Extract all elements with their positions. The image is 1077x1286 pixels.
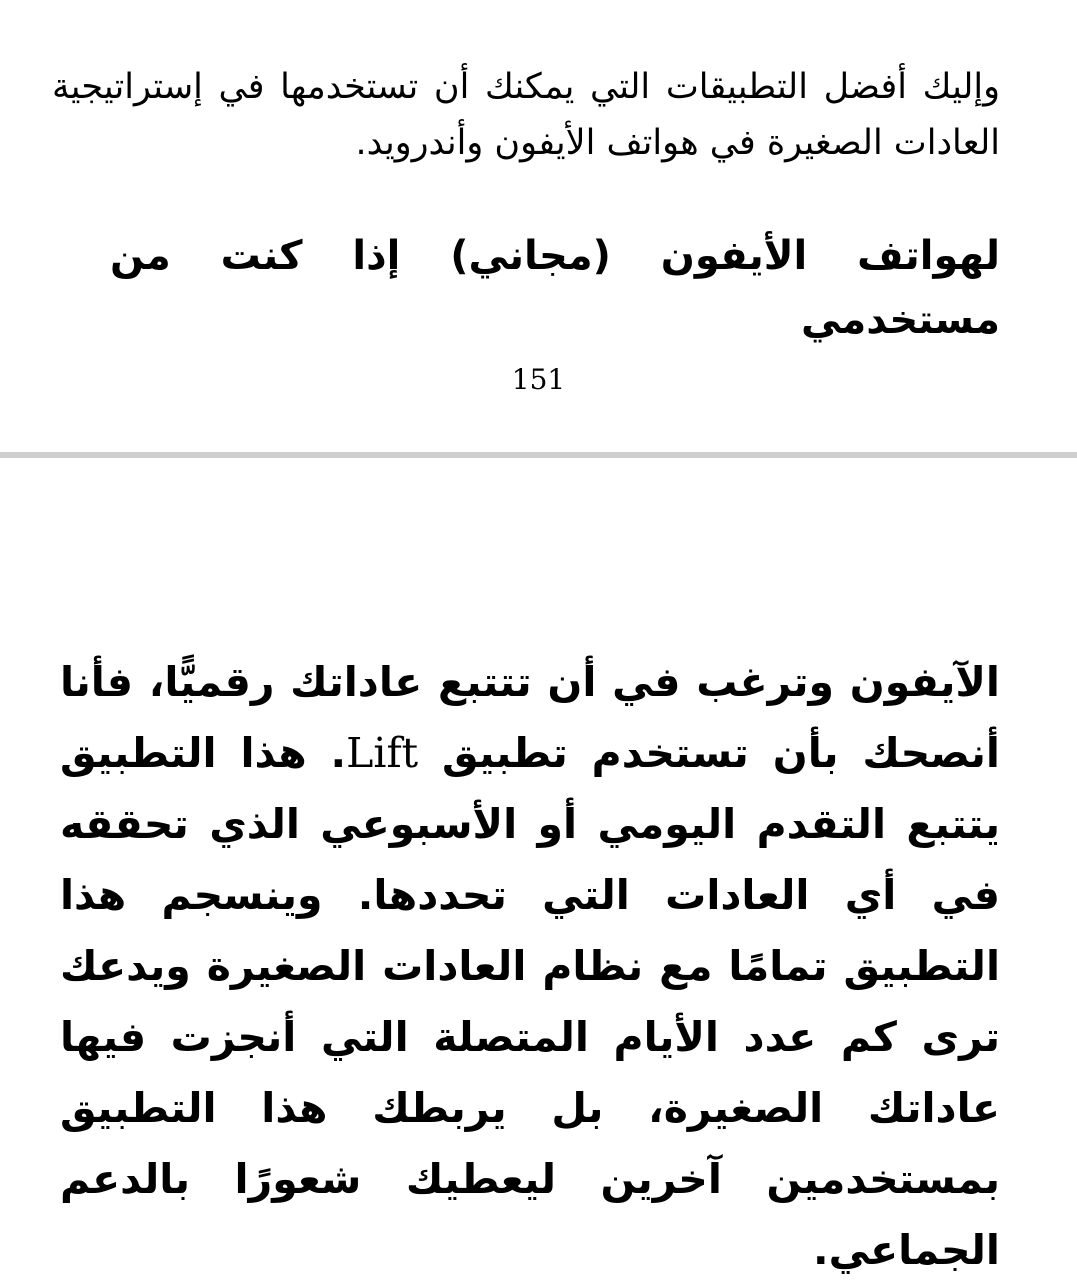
book-page-bottom <box>0 458 1077 1274</box>
page-number: 151 <box>511 363 566 396</box>
book-page-top <box>0 0 1077 452</box>
app-name: Lift <box>346 729 419 777</box>
intro-paragraph: وإليك أفضل التطبيقات التي يمكنك أن تستخدمها في إستراتيجية العادات الصغيرة في هواتف الأيفون وأندرويد. <box>52 67 1000 163</box>
body-paragraph <box>60 647 1000 1286</box>
body-paragraph-part1: الآيفون وترغب في أن تتتبع عاداتك رقميًّا، فأنا أنصحك بأن تستخدم تطبيق <box>60 658 1000 777</box>
body-paragraph-part2: . هذا التطبيق يتتبع التقدم اليومي أو الأسبوعي الذي تحققه في أي العادات التي تحددها. وينسجم هذا التطبيق تمامًا مع نظام العادات الصغيرة ويدعك ترى كم عدد الأيام المتصلة التي أنجزت فيها عاداتك الصغيرة، بل يربطك هذا التطبيق بمستخدمين آخرين ليعطيك شعورًا بالدعم الجماعي. <box>60 729 1000 1274</box>
section-heading-line: لهواتف الأيفون (مجاني) إذا كنت من مستخدمي <box>110 233 1000 343</box>
